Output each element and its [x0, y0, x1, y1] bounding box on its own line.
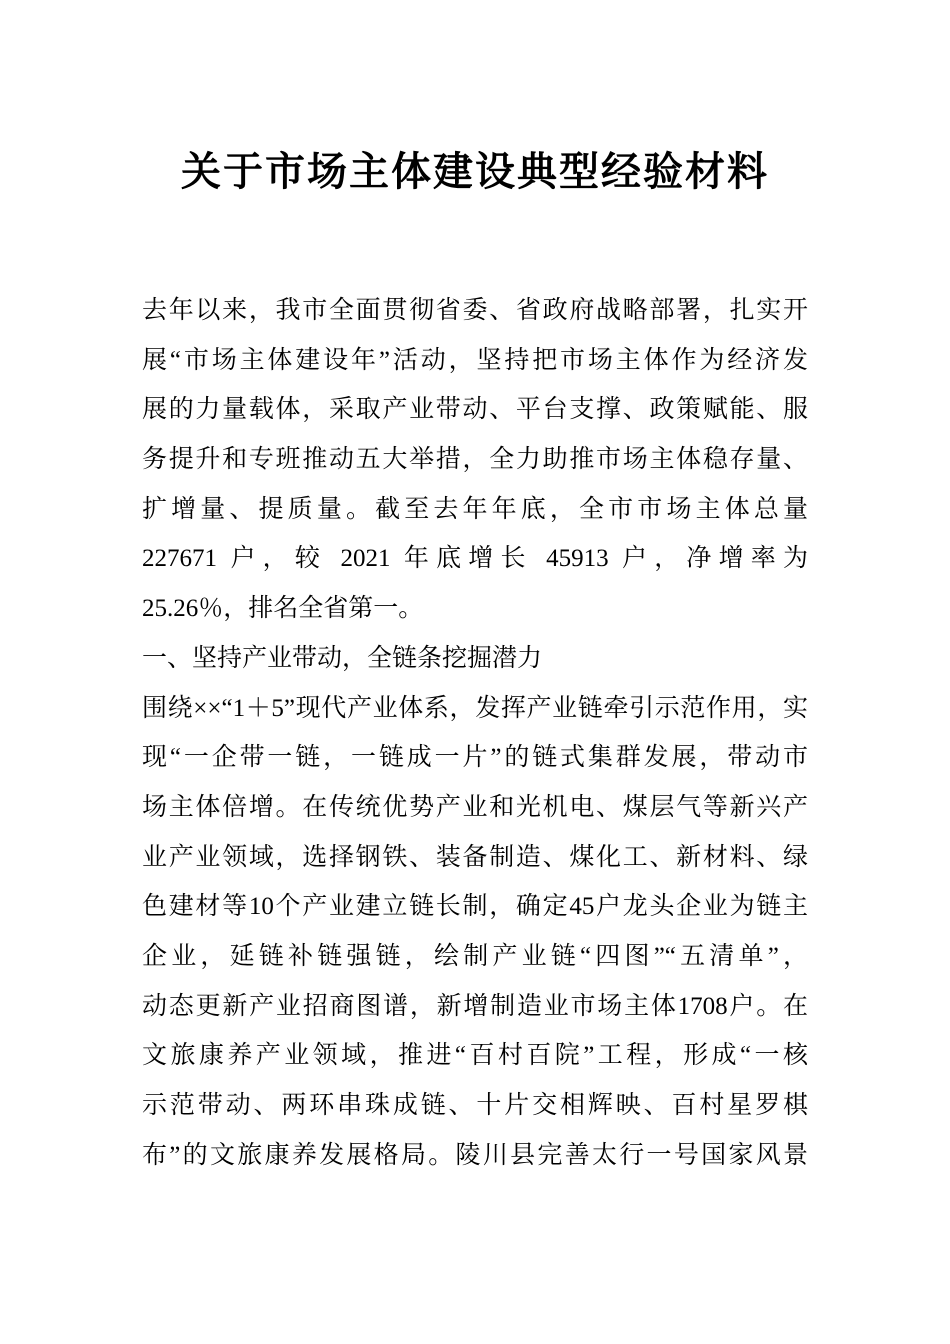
document-title: 关于市场主体建设典型经验材料	[181, 149, 769, 194]
text-line: 色建材等10个产业建立链长制，确定45户龙头企业为链主	[142, 893, 808, 921]
text-line: 布”的文旅康养发展格局。陵川县完善太行一号国家风景	[142, 1141, 808, 1169]
text-line: 示范带动、两环串珠成链、十片交相辉映、百村星罗棋	[142, 1092, 808, 1119]
text-line: 扩增量、提质量。截至去年年底，全市市场主体总量	[142, 495, 808, 523]
text-line: 展“市场主体建设年”活动，坚持把市场主体作为经济发	[142, 346, 808, 374]
text-line: 动态更新产业招商图谱，新增制造业市场主体1708户。在	[142, 992, 808, 1020]
text-line: 文旅康养产业领域，推进“百村百院”工程，形成“一核	[142, 1042, 808, 1070]
text-line-paragraph-end: 25.26％，排名全省第一。	[142, 595, 424, 623]
text-line: 围绕××“1＋5”现代产业体系，发挥产业链牵引示范作用，实	[142, 694, 808, 722]
section-heading: 一、坚持产业带动，全链条挖掘潜力	[142, 644, 543, 672]
text-line: 展的力量载体，采取产业带动、平台支撑、政策赋能、服	[142, 396, 808, 424]
text-line: 务提升和专班推动五大举措，全力助推市场主体稳存量、	[142, 446, 808, 474]
text-line: 现“一企带一链，一链成一片”的链式集群发展，带动市	[142, 744, 808, 772]
document-body	[142, 286, 808, 1180]
text-line: 去年以来，我市全面贯彻省委、省政府战略部署，扎实开	[142, 297, 808, 324]
text-line: 场主体倍增。在传统优势产业和光机电、煤层气等新兴产	[142, 793, 808, 821]
text-line: 业产业领域，选择钢铁、装备制造、煤化工、新材料、绿	[142, 843, 808, 871]
text-line: 企业，延链补链强链，绘制产业链“四图”“五清单”，	[142, 942, 808, 970]
text-line: 227671 户，较 2021 年底增长 45913 户，净增率为	[142, 545, 808, 573]
